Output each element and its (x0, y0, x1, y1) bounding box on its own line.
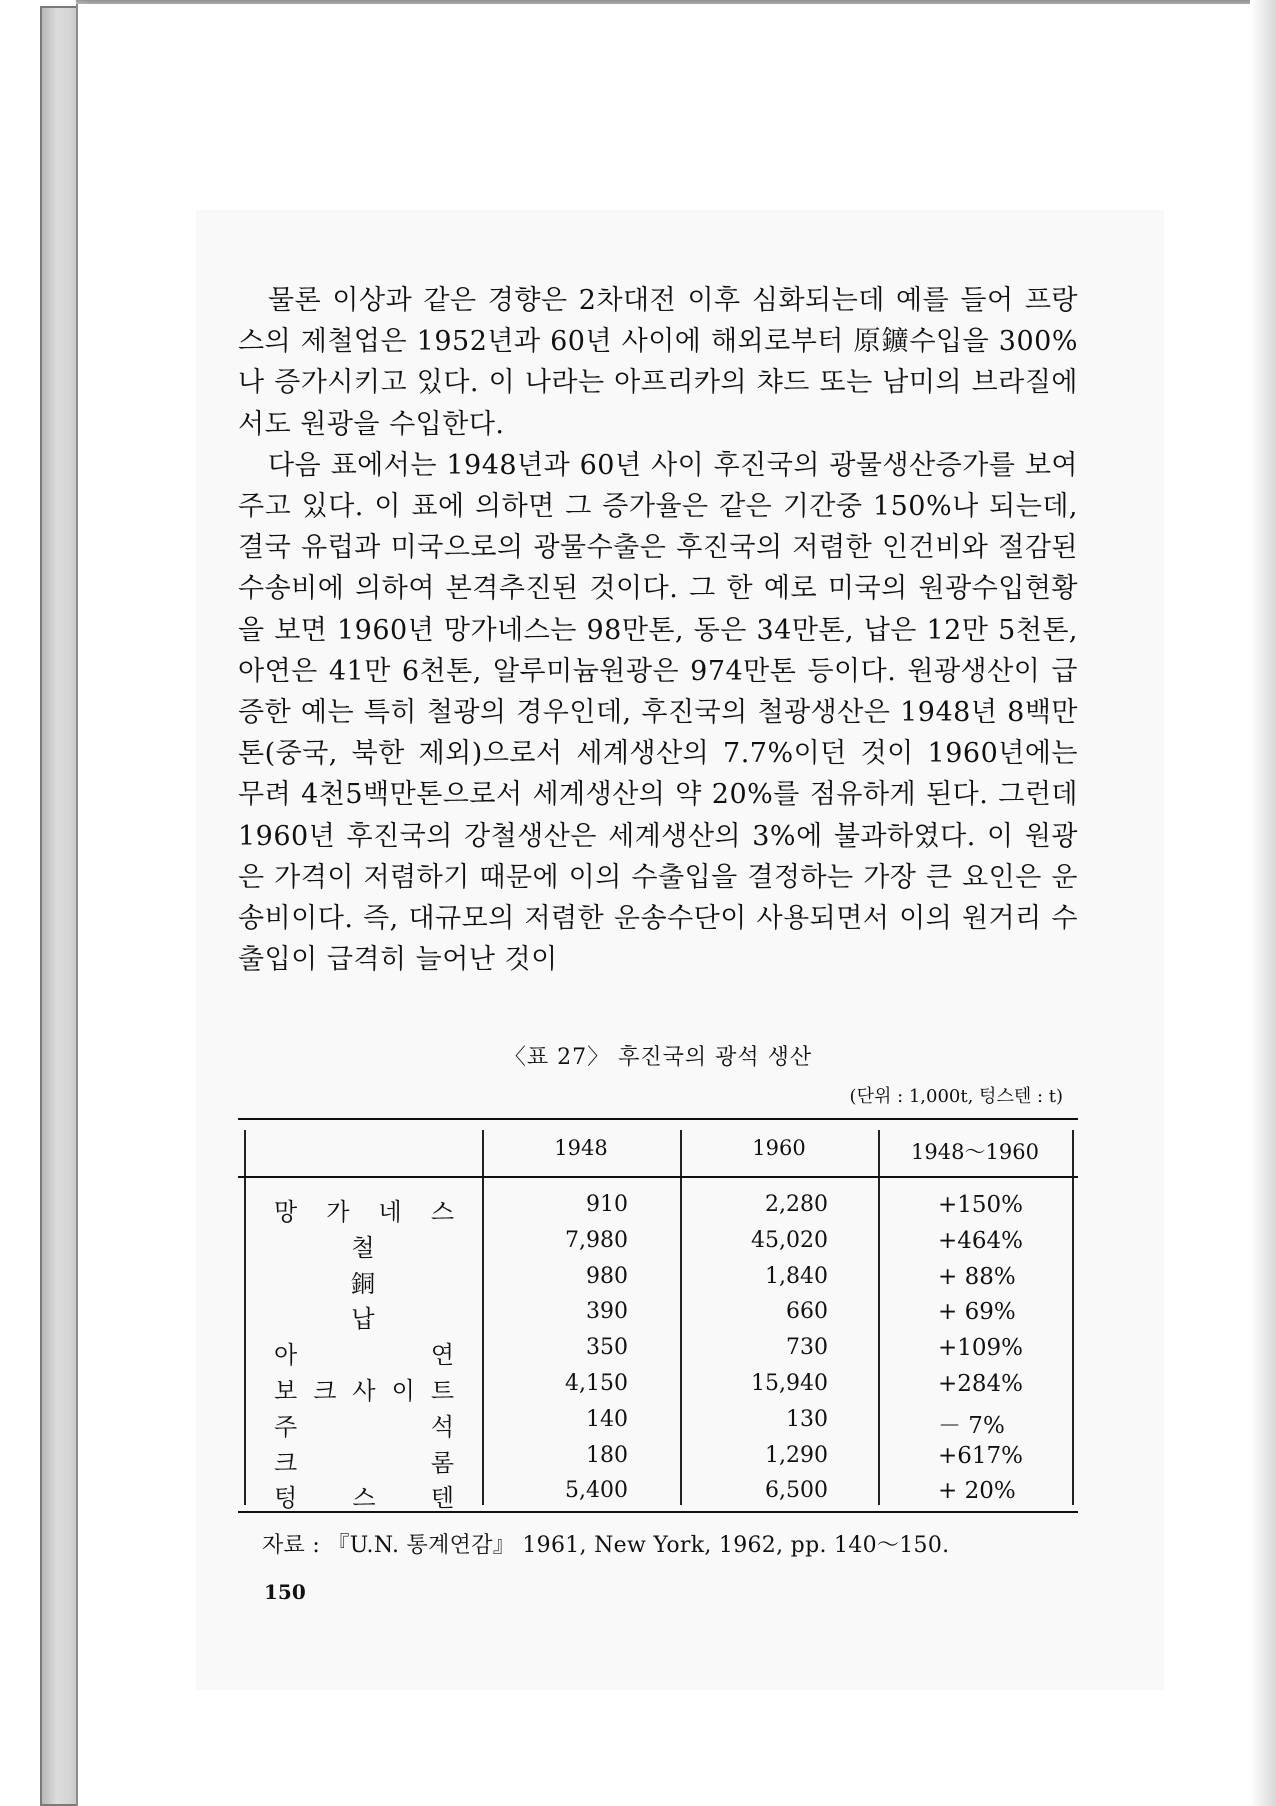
table-row-name: 철 (351, 1233, 375, 1262)
table-cell-1960: 730 (786, 1335, 828, 1361)
table-cell-change: + 88% (938, 1263, 1016, 1290)
table-cell-change: － 7% (938, 1412, 1005, 1439)
table-cell-1948: 4,150 (565, 1371, 628, 1396)
table-cell-1960: 660 (786, 1299, 828, 1325)
table-unit-note: (단위 : 1,000t, 텅스텐 : t) (849, 1086, 1063, 1107)
header-1948: 1948 (554, 1136, 608, 1160)
header-row-line (238, 1176, 1078, 1178)
paragraph-1: 물론 이상과 같은 경향은 2차대전 이후 심화되는데 예를 들어 프랑스의 제철업은 1952년과 60년 사이에 해외로부터 原鑛수입을 300%나 증가시키고 있다. 이 나라는 아프리카의 챠드 또는 남미의 브라질에서도 원광을 수입한다. (238, 285, 1078, 440)
table-cell-1960: 15,940 (751, 1371, 828, 1396)
table-caption: 〈표 27〉 후진국의 광석 생산 (503, 1045, 813, 1070)
table-cell-change: + 69% (938, 1299, 1016, 1326)
table-row-name: 텅 스 텐 (274, 1484, 454, 1513)
table-row-name: 아 연 (274, 1341, 454, 1370)
table-cell-1948: 5,400 (565, 1478, 628, 1504)
table-cell-1960: 45,020 (751, 1227, 828, 1253)
ore-production-table (238, 1118, 1078, 1513)
table-cell-1960: 1,290 (765, 1442, 828, 1468)
table-row-name: 주 석 (274, 1412, 454, 1441)
body-text (238, 280, 1078, 980)
table-cell-change: + 20% (938, 1478, 1016, 1505)
table-cell-1948: 140 (586, 1406, 628, 1432)
header-change: 1948～1960 (911, 1140, 1039, 1164)
table-cell-1948: 980 (586, 1263, 628, 1289)
table-cell-1960: 2,280 (765, 1192, 828, 1217)
table-column-divider (878, 1130, 880, 1505)
page-number: 150 (264, 1580, 306, 1604)
table-cell-1948: 910 (586, 1192, 628, 1217)
table-cell-1948: 390 (586, 1299, 628, 1325)
table-cell-1960: 130 (786, 1406, 828, 1432)
table-row-name: 납 (351, 1305, 375, 1334)
source-note: 자료 : 『U.N. 통계연감』 1961, New York, 1962, pp. 140～150. (262, 1533, 950, 1558)
table-cell-change: +150% (938, 1192, 1024, 1218)
table-cell-change: +284% (938, 1371, 1024, 1397)
table-cell-change: +109% (938, 1335, 1024, 1362)
book-spine (40, 6, 78, 1806)
table-row-name: 보 크 사 이 트 (274, 1377, 454, 1405)
table-column-divider (482, 1130, 484, 1505)
table-cell-1948: 7,980 (565, 1227, 628, 1253)
table-cell-1948: 350 (586, 1335, 628, 1361)
table-cell-1948: 180 (586, 1442, 628, 1468)
table-cell-change: +617% (938, 1442, 1024, 1469)
header-1960: 1960 (752, 1136, 806, 1160)
table-cell-change: +464% (938, 1227, 1024, 1254)
table-row-name: 망 가 네 스 (274, 1198, 454, 1226)
page-edge-shadow (1250, 0, 1276, 1806)
table-border-left (244, 1130, 246, 1505)
table-border-right (1072, 1130, 1074, 1505)
paragraph-2: 다음 표에서는 1948년과 60년 사이 후진국의 광물생산증가를 보여주고 있다. 이 표에 의하면 그 증가율은 같은 기간중 150%나 되는데, 결국 유럽과 미국으로의 광물수출은 후진국의 저렴한 인건비와 절감된 수송비에 의하여 본격추진된 것이다. 그 한 예로 미국의 원광수입현황을 보면 1960년 망가네스는 98만톤, 동은 34만톤, 납은 12만 5천톤, 아연은 41만 6천톤, 알루미늄원광은 974만톤 등이다. 원광생산이 급증한 예는 특히 철광의 경우인데, 후진국의 철광생산은 1948년 8백만톤(중국, 북한 제외)으로서 세계생산의 7.7%이던 것이 1960년에는 무려 4천5백만톤으로서 세계생산의 약 20%를 점유하게 된다. 그런데 1960년 후진국의 강철생산은 세계생산의 3%에 불과하였다. 이 원광은 가격이 저렴하기 때문에 이의 수출입을 결정하는 가장 큰 요인은 운송비이다. 즉, 대규모의 저렴한 운송수단이 사용되면서 이의 원거리 수출입이 급격히 늘어난 것이 (238, 449, 1078, 976)
table-row-name: 銅 (351, 1269, 375, 1298)
table-row-name: 크 롬 (274, 1448, 454, 1477)
table-column-divider (680, 1130, 682, 1505)
table-cell-1960: 1,840 (765, 1263, 828, 1289)
table-cell-1960: 6,500 (765, 1478, 828, 1504)
